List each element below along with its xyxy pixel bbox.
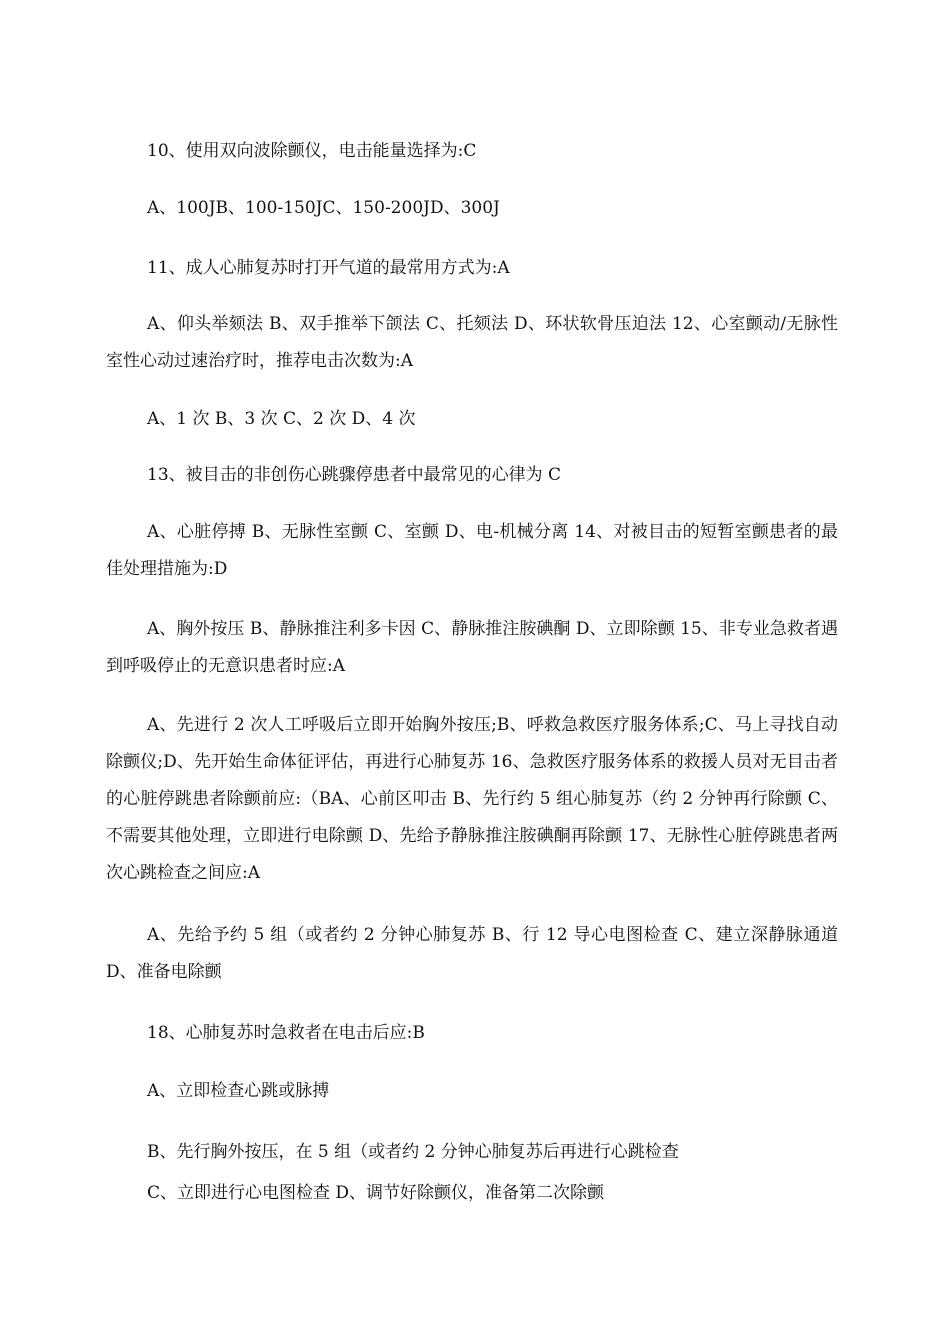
question-10: 10、使用双向波除颤仪，电击能量选择为:C bbox=[147, 141, 477, 161]
question-11: 11、成人心肺复苏时打开气道的最常用方式为:A bbox=[147, 258, 510, 278]
question-18-option-b: B、先行胸外按压，在 5 组（或者约 2 分钟心肺复苏后再进行心跳检查 bbox=[147, 1142, 679, 1162]
question-11-options-question-12: A、仰头举颏法 B、双手推举下颌法 C、托颏法 D、环状软骨压迫法 12、心室颤动/无脉性室性心动过速治疗时，推荐电击次数为:A bbox=[106, 314, 838, 371]
question-15-16-17: A、先进行 2 次人工呼吸后立即开始胸外按压;B、呼救急救医疗服务体系;C、马上寻找自动除颤仪;D、先开始生命体征评估，再进行心肺复苏 16、急救医疗服务体系的救援人员对无目击者的心脏停跳患者除颤前应:（BA、心前区叩击 B、先行约 5 组心肺复苏（约 2 分钟再行除颤 C、不需要其他处理，立即进行电除颤 D、先给予静脉推注胺碘酮再除颤 17、无脉性心脏停跳患者两次心跳检查之间应:A bbox=[106, 715, 838, 883]
question-14-options-question-15: A、胸外按压 B、静脉推注利多卡因 C、静脉推注胺碘酮 D、立即除颤 15、非专业急救者遇到呼吸停止的无意识患者时应:A bbox=[106, 619, 838, 676]
question-10-options: A、100JB、100-150JC、150-200JD、300J bbox=[147, 198, 500, 218]
question-13-options-question-14: A、心脏停搏 B、无脉性室颤 C、室颤 D、电-机械分离 14、对被目击的短暂室颤患者的最佳处理措施为:D bbox=[106, 522, 838, 579]
question-17-options: A、先给予约 5 组（或者约 2 分钟心肺复苏 B、行 12 导心电图检查 C、建立深静脉通道 D、准备电除颤 bbox=[106, 925, 838, 982]
question-13: 13、被目击的非创伤心跳骤停患者中最常见的心律为 C bbox=[147, 465, 562, 485]
question-18-option-c-d: C、立即进行心电图检查 D、调节好除颤仪，准备第二次除颤 bbox=[147, 1183, 605, 1203]
question-18: 18、心肺复苏时急救者在电击后应:B bbox=[147, 1023, 425, 1043]
question-18-option-a: A、立即检查心跳或脉搏 bbox=[147, 1081, 330, 1101]
question-12-options: A、1 次 B、3 次 C、2 次 D、4 次 bbox=[147, 409, 416, 429]
